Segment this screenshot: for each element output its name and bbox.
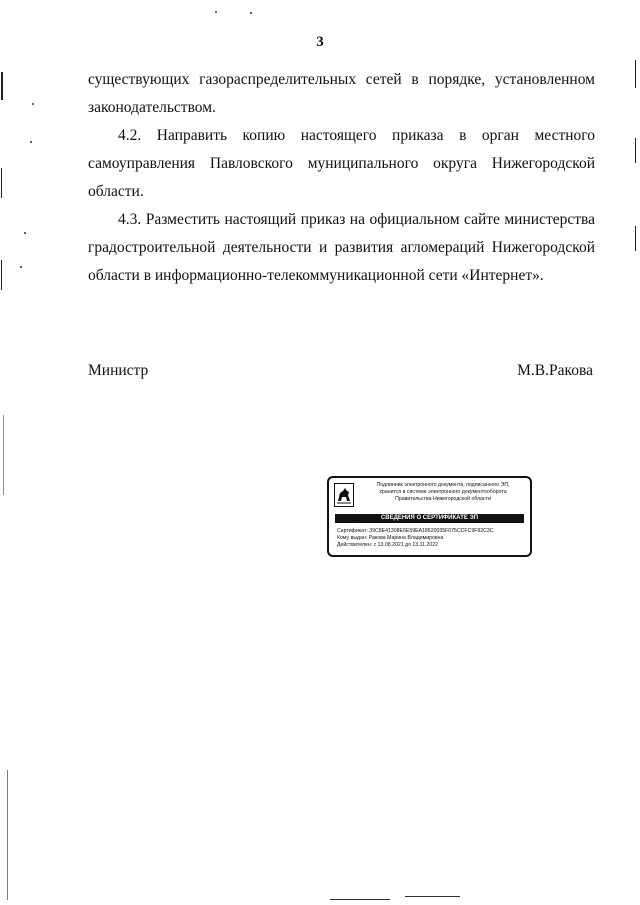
paragraph-3 bbox=[88, 206, 595, 290]
scan-speck bbox=[24, 232, 26, 234]
scan-edge-mark bbox=[1, 72, 3, 100]
scan-speck bbox=[215, 11, 217, 13]
scan-bottom-rule bbox=[405, 896, 460, 897]
paragraph-1-line-1: существующих газораспределительных сетей в порядке, установленном bbox=[88, 71, 595, 88]
stamp-certificate: Сертификат: 39C8E41308E6E59EA18520035F075CCFC9F92C3C bbox=[337, 528, 494, 534]
stamp-validity: Действителен: с 13.08.2021 до 13.11.2022 bbox=[337, 542, 438, 548]
scan-speck bbox=[32, 103, 34, 105]
stamp-certificate-bar: СВЕДЕНИЯ О СЕРТИФИКАТЕ ЭП bbox=[335, 514, 524, 523]
paragraph-2-line-3: области. bbox=[88, 183, 144, 200]
paragraph-3-line-3: области в информационно-телекоммуникационной сети «Интернет». bbox=[88, 267, 544, 284]
stamp-header-line-2: хранится в системе электронного документооборота bbox=[379, 489, 507, 495]
scan-edge-mark bbox=[1, 260, 2, 290]
scan-edge-mark bbox=[635, 226, 636, 251]
scan-speck bbox=[250, 12, 252, 14]
scan-speck bbox=[30, 141, 32, 143]
electronic-signature-stamp bbox=[327, 476, 532, 557]
paragraph-2-line-2: самоуправления Павловского муниципального округа Нижегородской bbox=[88, 155, 595, 172]
paragraph-3-line-1: 4.3. Разместить настоящий приказ на официальном сайте министерства bbox=[118, 211, 595, 228]
stamp-issued-to: Кому выдан: Ракова Марина Владимировна bbox=[337, 535, 444, 541]
coat-of-arms-icon bbox=[334, 483, 354, 507]
stamp-details bbox=[337, 528, 527, 549]
scan-edge-mark bbox=[7, 770, 8, 900]
stamp-header-line-3: Правительства Нижегородской области bbox=[395, 496, 491, 502]
signatory-name: М.В.Ракова bbox=[517, 362, 593, 379]
scan-bottom-rule bbox=[330, 899, 390, 900]
scan-edge-mark bbox=[635, 60, 636, 88]
scan-speck bbox=[20, 266, 22, 268]
scan-edge-mark bbox=[635, 138, 636, 163]
paragraph-2-line-1: 4.2. Направить копию настоящего приказа в орган местного bbox=[118, 127, 595, 144]
paragraph-2 bbox=[88, 122, 595, 206]
stamp-header bbox=[359, 482, 527, 503]
stamp-header-line-1: Подлинник электронного документа, подписанного ЭП, bbox=[376, 482, 510, 488]
scan-edge-mark bbox=[1, 168, 2, 198]
paragraph-1-line-2: законодательством. bbox=[88, 99, 216, 116]
paragraph-1 bbox=[88, 66, 595, 122]
scan-edge-mark bbox=[3, 415, 4, 495]
paragraph-3-line-2: градостроительной деятельности и развития агломераций Нижегородской bbox=[88, 239, 595, 256]
signatory-position: Министр bbox=[88, 362, 149, 379]
page-number: 3 bbox=[316, 34, 324, 50]
